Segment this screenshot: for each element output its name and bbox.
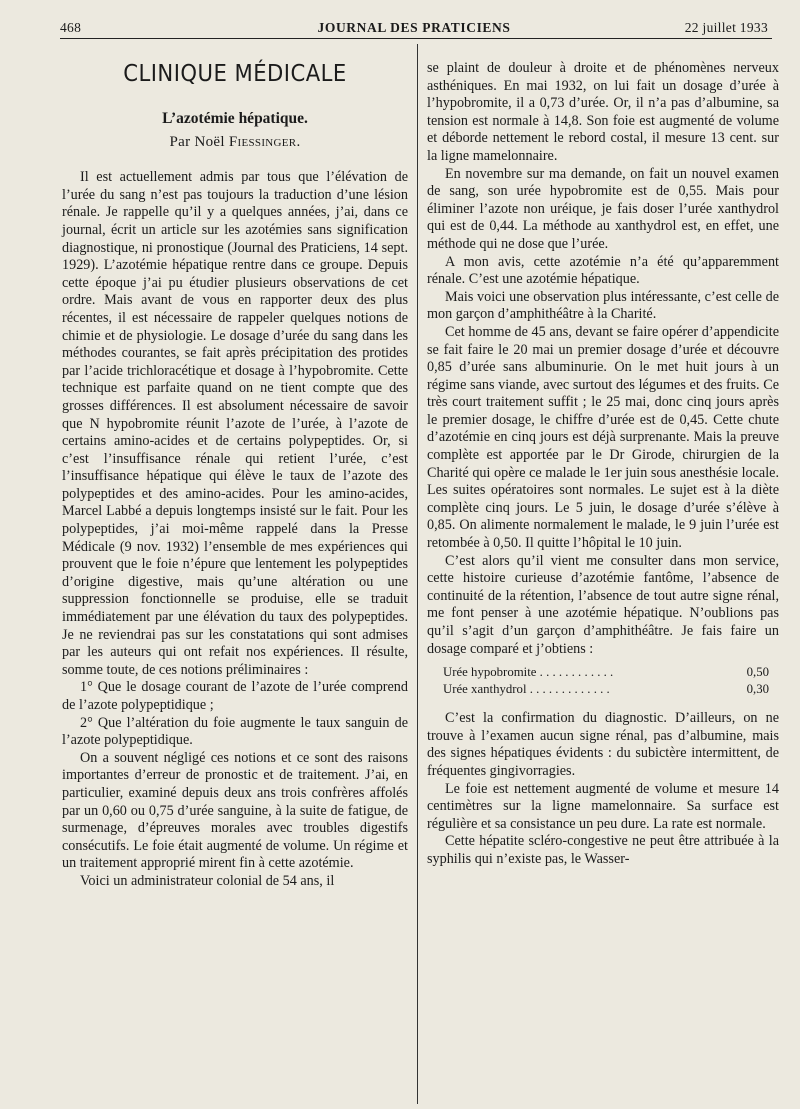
paragraph: Il est actuellement admis par tous que l’élévation de l’urée du sang n’est pas toujours la traduction d’une lésion rénale. Je rappelle qu’il y a quelques années, j’ai, dans ce journal, écrit un article sur les azotémies sans signification diagnostique, ni pronostique (Journal des Praticiens, 14 sept. 1929). L’azotémie hépatique rentre dans ce groupe. Depuis cette époque j’ai pu étudier plusieurs observations de cet ordre. Mais avant de vous en rapporter deux des plus récentes, il est nécessaire de rappeler quelques notions de chimie et de physiologie. Le dosage d’urée du sang dans les méthodes courantes, se fait après précipitation des protides par l’acide trichloracétique et dosage à l’hypobromite. Cette technique est parfaite quand on ne tient compte que des grosses différences. Il est absolument nécessaire de savoir que N hypobromite réunit l’azote de l’urée, à l’azote de certains amino-acides et de certains polypeptides. Or, si c’est l’insuffisance rénale qui retient l’urée, c’est l’insuffisance hépatique qui élève le taux de l’azote des polypeptides et des amino-acides. Pour les amino-acides, Marcel Labbé a depuis longtemps insisté sur le fait. Pour les polypeptides, j’ai moi-même rappelé dans la Presse Médicale (9 nov. 1932) l’ensemble de mes expériences qui prouvent que le foie n’épure que lentement les polypeptides d’origine digestive, mais qu’une altération ou une suppression fonctionnelle se produise, elle se traduit immédiatement par une élévation du taux des polypeptides. Je ne reviendrai pas sur les constatations qui sont admises par les auteurs qui ont refait nos expériences. Il résulte, somme toute, de ces notions préliminaires : (62, 169, 408, 678)
issue-date: 22 juillet 1933 (684, 20, 768, 35)
running-header (60, 18, 768, 38)
byline-prefix: Par Noël (169, 133, 225, 150)
list-item: 1° Que le dosage courant de l’azote de l’urée comprend de l’azote polypeptidique ; (62, 679, 408, 713)
author-name: Fiessinger. (228, 133, 301, 150)
table-label: Urée xanthydrol . . . . . . . . . . . . . (443, 682, 610, 697)
table-row (443, 664, 769, 681)
paragraph: C’est la confirmation du diagnostic. D’ailleurs, on ne trouve à l’examen aucun signe rénal, pas d’albumine, mais des signes hépatiques évidents : du subictère intermittent, de fréquentes gingivorragies. (427, 710, 779, 779)
paragraph: se plaint de douleur à droite et de phénomènes nerveux asthéniques. En mai 1932, on lui fait un dosage d’urée à l’hypobromite, il a 0,73 d’urée. Or, il n’a pas d’albumine, sa tension est normale à 14,8. Son foie est augmenté de volume et déborde nettement le rebord costal, il mesure 13 cent. sur la ligne mamelonnaire. (427, 60, 779, 164)
paragraph: C’est alors qu’il vient me consulter dans mon service, cette histoire curieuse d’azotémie fantôme, l’absence de continuité de la rétention, l’absence de tout autre signe rénal, me font penser à une azotémie hépatique. N’oublions pas qu’il s’agit d’un garçon d’amphithéâtre. Je fais faire un dosage comparé et j’obtiens : (427, 552, 779, 657)
paragraph: On a souvent négligé ces notions et ce sont des raisons importantes d’erreur de pronostic et de traitement. J’ai, en particulier, examiné depuis deux ans trois confrères affolés par un 0,60 ou 0,75 d’urée sanguine, à la suite de fatigue, de surmenage, d’épreuves morales avec troubles digestifs consécutifs. Le foie était augmenté de volume. Un régime et un traitement approprié mirent fin à cette azotémie. (62, 749, 408, 872)
table-label: Urée hypobromite . . . . . . . . . . . . (443, 665, 614, 680)
journal-title: JOURNAL DES PRATICIENS (317, 20, 511, 35)
page-number: 468 (60, 20, 82, 35)
right-column (427, 60, 779, 869)
left-column (62, 58, 408, 891)
section-title: CLINIQUE MÉDICALE (123, 61, 347, 87)
numbered-list (62, 679, 408, 749)
article-title: L’azotémie hépatique. (162, 110, 308, 127)
table-row (443, 681, 769, 698)
paragraph: A mon avis, cette azotémie n’a été qu’apparemment rénale. C’est une azotémie hépatique. (427, 253, 779, 288)
paragraph: Cet homme de 45 ans, devant se faire opérer d’appendicite se fait faire le 20 mai un premier dosage d’urée et découvre 0,85 d’urée sans albuminurie. On le met huit jours à un régime sans viande, avec surtout des légumes et des fruits. Ce très court traitement suffit ; le 25 mai, donc cinq jours après le premier dosage, le chiffre d’urée est de 0,45. Cette chute d’azotémie en cinq jours est déjà surprenante. Mais la preuve complète est apportée par le Dr Girode, chirurgien de la Charité qui opère ce malade le 1er juin sous anesthésie locale. Les suites opératoires sont normales. Le sujet est à la diète complète cinq jours. Le 5 juin, le dosage d’urée s’élève à 0,85. On alimente normalement le malade, le 9 juin l’urée est retombée à 0,50. Il quitte l’hôpital le 10 juin. (427, 323, 779, 552)
paragraph: Voici un administrateur colonial de 54 ans, il (80, 872, 335, 889)
urea-comparison-table (443, 664, 769, 698)
column-divider (417, 44, 418, 1104)
header-rule (60, 38, 772, 39)
list-item: 2° Que l’altération du foie augmente le taux sanguin de l’azote polypeptidique. (62, 714, 408, 749)
byline (62, 134, 408, 152)
paragraph: En novembre sur ma demande, on fait un nouvel examen de sang, son urée hypobromite est de 0,55. Mais pour éliminer l’azote non uréique, je fais doser l’urée xanthydrol qui est de 0,44. La méthode au xanthydrol est, en effet, une méthode qui ne dose que l’urée. (427, 165, 779, 252)
table-value: 0,30 (746, 682, 769, 697)
table-value: 0,50 (746, 665, 769, 680)
paragraph: Mais voici une observation plus intéressante, c’est celle de mon garçon d’amphithéâtre à la Charité. (427, 288, 779, 323)
paragraph: Le foie est nettement augmenté de volume et mesure 14 centimètres sur la ligne mamelonnaire. Sa surface est régulière et sa consistance un peu dure. La rate est normale. (427, 780, 779, 832)
paragraph: Cette hépatite scléro-congestive ne peut être attribuée à la syphilis qui n’existe pas, le Wasser- (427, 833, 779, 867)
